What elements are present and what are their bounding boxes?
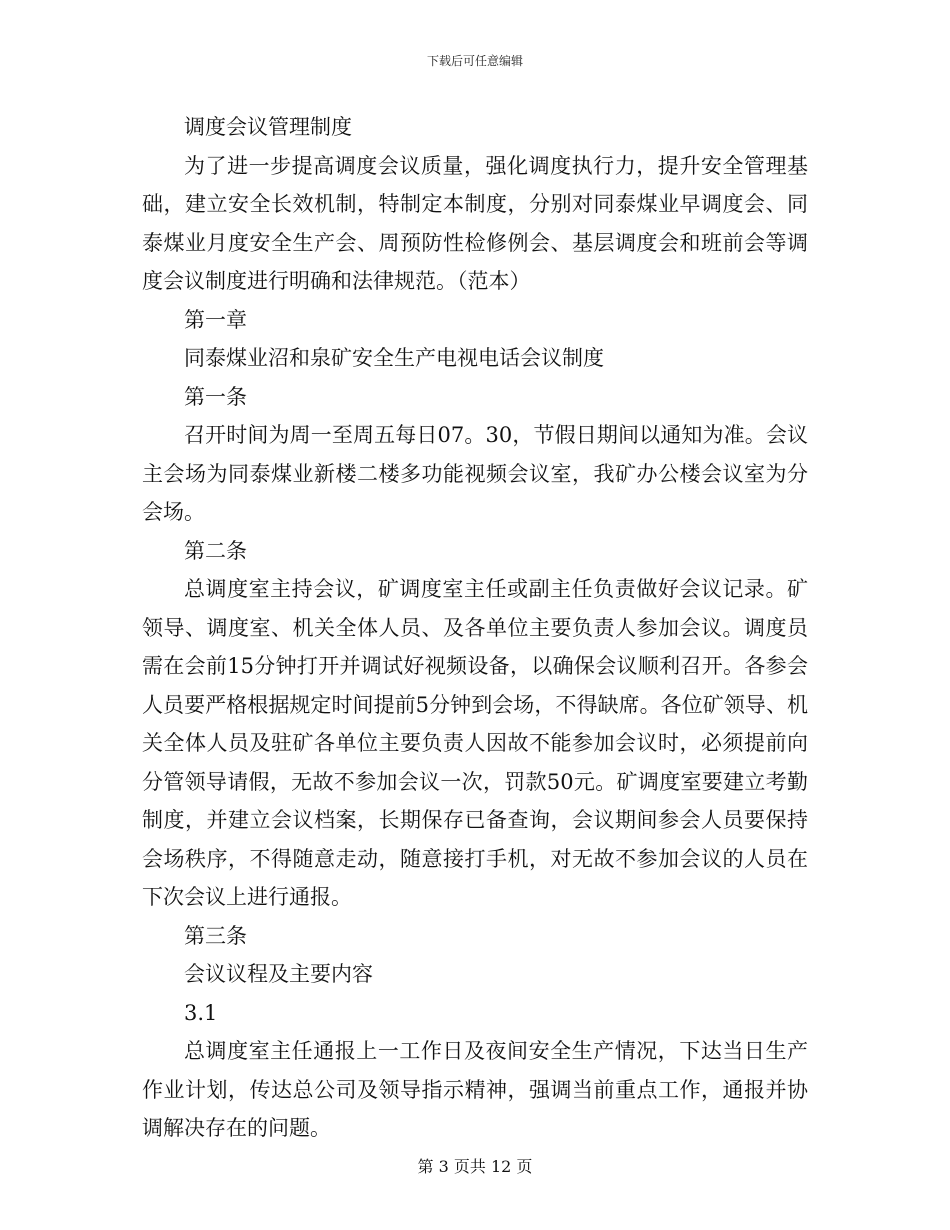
article-2-heading: 第二条 [184, 538, 247, 563]
section-3-1-text: 总调度室主任通报上一工作日及夜间安全生产情况，下达当日生产作业计划，传达总公司及领导指示精神，强调当前重点工作，通报并协调解决存在的问题。 [142, 1039, 808, 1140]
document-body [142, 108, 808, 1148]
document-title: 调度会议管理制度 [184, 115, 352, 139]
article-1-heading: 第一条 [184, 384, 247, 409]
article-3-heading: 第三条 [184, 923, 247, 948]
article-3-subtitle: 会议议程及主要内容 [184, 962, 373, 986]
section-number: 3.1 [184, 1000, 218, 1025]
page-header-note: 下载后可任意编辑 [426, 54, 523, 68]
article-2-text: 总调度室主持会议，矿调度室主任或副主任负责做好会议记录。矿领导、调度室、机关全体人员、及各单位主要负责人参加会议。调度员需在会前15分钟打开并调试好视频设备，以确保会议顺利召开。各参会人员要严格根据规定时间提前5分钟到会场，不得缺席。各位矿领导、机关全体人员及驻矿各单位主要负责人因故不能参加会议时，必须提前向分管领导请假，无故不参加会议一次，罚款50元。矿调度室要建立考勤制度，并建立会议档案，长期保存已备查询，会议期间参会人员要保持会场秩序，不得随意走动，随意接打手机，对无故不参加会议的人员在下次会议上进行通报。 [142, 577, 808, 909]
chapter-title: 同泰煤业沼和泉矿安全生产电视电话会议制度 [184, 346, 604, 370]
article-1-text: 召开时间为周一至周五每日07。30，节假日期间以通知为准。会议主会场为同泰煤业新楼二楼多功能视频会议室，我矿办公楼会议室为分会场。 [142, 423, 808, 524]
page-number-footer: 第 3 页共 12 页 [417, 1157, 533, 1176]
chapter-heading: 第一章 [184, 307, 247, 332]
intro-paragraph: 为了进一步提高调度会议质量，强化调度执行力，提升安全管理基础，建立安全长效机制，特制定本制度，分别对同泰煤业早调度会、同泰煤业月度安全生产会、周预防性检修例会、基层调度会和班前会等调度会议制度进行明确和法律规范。（范本） [142, 153, 808, 293]
